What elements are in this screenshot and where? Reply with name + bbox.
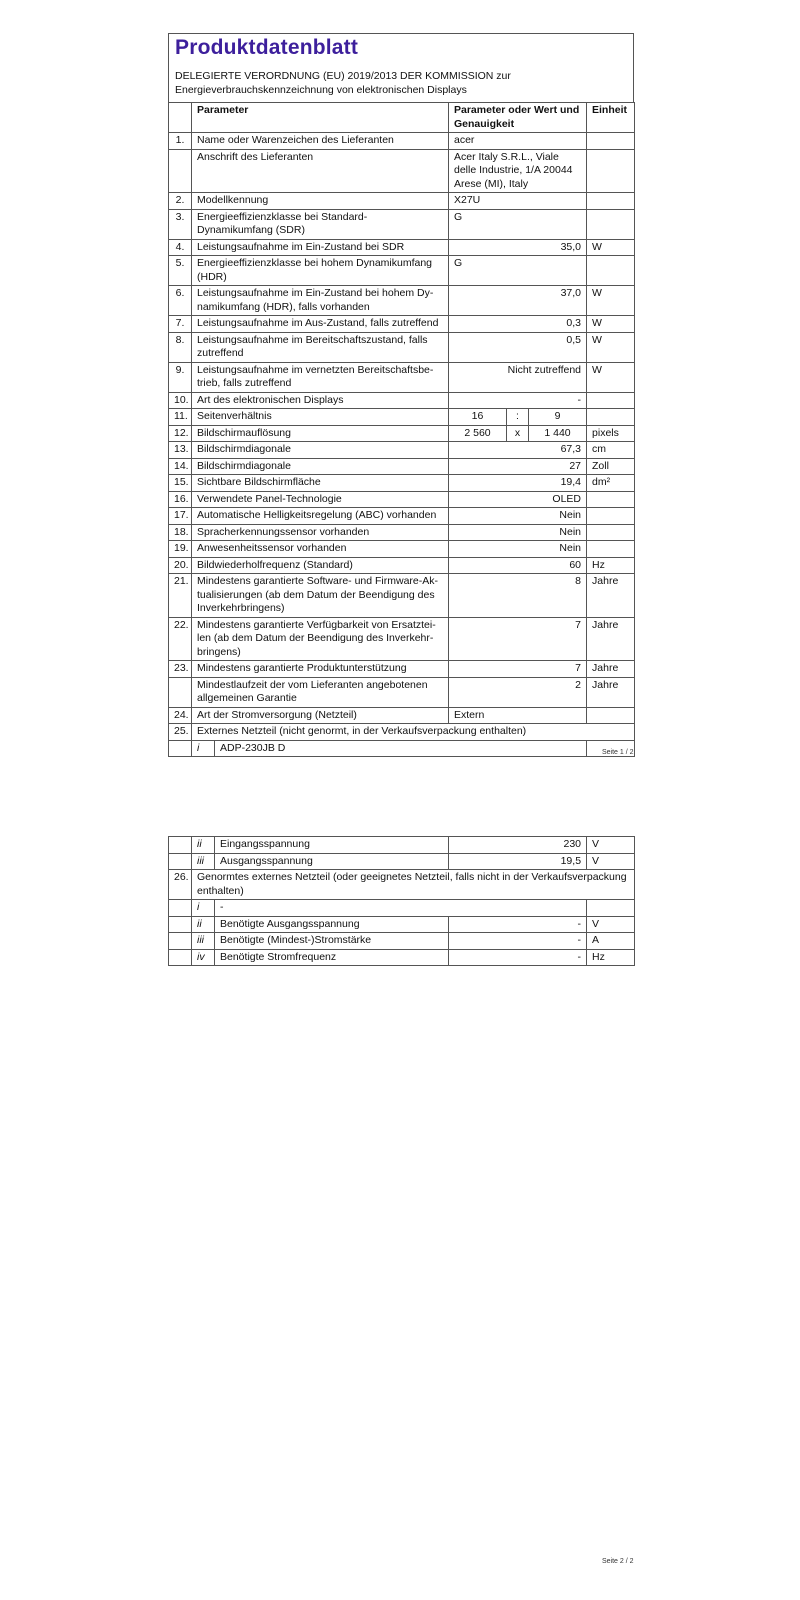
sub-item-label: ii bbox=[192, 837, 215, 854]
table-row bbox=[169, 332, 635, 362]
parameter-cell: Seitenverhältnis bbox=[192, 409, 449, 426]
parameter-cell: Benötigte (Mindest-)Stromstärke bbox=[215, 933, 449, 950]
unit-cell: pixels bbox=[587, 425, 635, 442]
parameter-cell: ADP-230JB D bbox=[215, 740, 587, 757]
column-header-value: Parameter oder Wert und Genauigkeit bbox=[449, 103, 587, 133]
parameter-cell: Bildschirmdiagonale bbox=[192, 458, 449, 475]
table-row bbox=[169, 392, 635, 409]
parameter-cell: Leistungsaufnahme im Bereitschaftszustand, falls zutreffend bbox=[192, 332, 449, 362]
row-number: 14. bbox=[169, 458, 192, 475]
table-row bbox=[169, 837, 635, 854]
row-number: 5. bbox=[169, 256, 192, 286]
row-number: 16. bbox=[169, 491, 192, 508]
unit-cell bbox=[587, 149, 635, 193]
value-cell: Nicht zutreffend bbox=[449, 362, 587, 392]
value-cell: Extern bbox=[449, 707, 587, 724]
page-1 bbox=[0, 0, 800, 790]
row-number: 11. bbox=[169, 409, 192, 426]
value-cell: 27 bbox=[449, 458, 587, 475]
parameter-cell: Automatische Helligkeitsregelung (ABC) vorhanden bbox=[192, 508, 449, 525]
page-number: Seite 2 / 2 bbox=[602, 1558, 634, 1565]
document-title: Produktdatenblatt bbox=[175, 36, 359, 59]
page-2 bbox=[0, 790, 800, 1600]
value-cell: 19,5 bbox=[449, 853, 587, 870]
value-cell: G bbox=[449, 209, 587, 239]
row-number: 25. bbox=[169, 724, 192, 741]
unit-cell: Zoll bbox=[587, 458, 635, 475]
parameter-cell: Mindestens garantierte Verfügbarkeit von Ersatztei-len (ab dem Datum der Beendigung des Inverkehr-bringens) bbox=[192, 617, 449, 661]
unit-cell: Jahre bbox=[587, 574, 635, 618]
table-row bbox=[169, 458, 635, 475]
parameter-cell: Externes Netzteil (nicht genormt, in der Verkaufsverpackung enthalten) bbox=[192, 724, 635, 741]
row-number: 15. bbox=[169, 475, 192, 492]
table-row bbox=[169, 442, 635, 459]
table-row bbox=[169, 933, 635, 950]
title-box bbox=[168, 33, 634, 102]
table-row bbox=[169, 617, 635, 661]
parameter-cell: Modellkennung bbox=[192, 193, 449, 210]
parameter-cell: Verwendete Panel-Technologie bbox=[192, 491, 449, 508]
value-cell: - bbox=[449, 392, 587, 409]
table-row bbox=[169, 256, 635, 286]
header-number-cell bbox=[169, 103, 192, 133]
row-number: 12. bbox=[169, 425, 192, 442]
value-cell-a: 16 bbox=[449, 409, 507, 426]
unit-cell bbox=[587, 707, 635, 724]
row-number: 4. bbox=[169, 239, 192, 256]
value-cell: X27U bbox=[449, 193, 587, 210]
unit-cell bbox=[587, 524, 635, 541]
row-number: 17. bbox=[169, 508, 192, 525]
parameter-cell: Anschrift des Lieferanten bbox=[192, 149, 449, 193]
table-row bbox=[169, 209, 635, 239]
table-row bbox=[169, 491, 635, 508]
value-cell: acer bbox=[449, 133, 587, 150]
value-cell: 0,5 bbox=[449, 332, 587, 362]
unit-cell bbox=[587, 900, 635, 917]
parameter-cell: - bbox=[215, 900, 587, 917]
page-number: Seite 1 / 2 bbox=[602, 749, 634, 756]
parameter-cell: Anwesenheitssensor vorhanden bbox=[192, 541, 449, 558]
value-cell: 19,4 bbox=[449, 475, 587, 492]
value-cell: 37,0 bbox=[449, 286, 587, 316]
product-data-table-continued bbox=[168, 836, 635, 966]
unit-cell bbox=[587, 133, 635, 150]
sub-item-label: iii bbox=[192, 853, 215, 870]
parameter-cell: Bildschirmauflösung bbox=[192, 425, 449, 442]
table-row bbox=[169, 524, 635, 541]
row-number bbox=[169, 740, 192, 757]
row-number bbox=[169, 149, 192, 193]
table-row bbox=[169, 707, 635, 724]
table-row bbox=[169, 661, 635, 678]
unit-cell: W bbox=[587, 332, 635, 362]
table-row bbox=[169, 425, 635, 442]
value-cell-a: 2 560 bbox=[449, 425, 507, 442]
table-row bbox=[169, 916, 635, 933]
row-number: 7. bbox=[169, 316, 192, 333]
row-number: 13. bbox=[169, 442, 192, 459]
row-number: 6. bbox=[169, 286, 192, 316]
table-row bbox=[169, 541, 635, 558]
column-header-parameter: Parameter bbox=[192, 103, 449, 133]
value-cell: 7 bbox=[449, 617, 587, 661]
value-cell-b: 9 bbox=[529, 409, 587, 426]
parameter-cell: Energieeffizienzklasse bei Standard-Dynamikumfang (SDR) bbox=[192, 209, 449, 239]
parameter-cell: Leistungsaufnahme im Ein-Zustand bei hohem Dy-namikumfang (HDR), falls vorhanden bbox=[192, 286, 449, 316]
unit-cell bbox=[587, 508, 635, 525]
row-number: 2. bbox=[169, 193, 192, 210]
value-separator: x bbox=[507, 425, 529, 442]
table-row bbox=[169, 870, 635, 900]
parameter-cell: Eingangsspannung bbox=[215, 837, 449, 854]
row-number bbox=[169, 677, 192, 707]
row-number: 20. bbox=[169, 557, 192, 574]
parameter-cell: Mindestens garantierte Produktunterstützung bbox=[192, 661, 449, 678]
unit-cell: V bbox=[587, 916, 635, 933]
sub-item-label: i bbox=[192, 740, 215, 757]
parameter-cell: Leistungsaufnahme im Ein-Zustand bei SDR bbox=[192, 239, 449, 256]
table-row bbox=[169, 362, 635, 392]
table-row bbox=[169, 900, 635, 917]
value-cell: 7 bbox=[449, 661, 587, 678]
table-row bbox=[169, 677, 635, 707]
row-number: 21. bbox=[169, 574, 192, 618]
table-row bbox=[169, 133, 635, 150]
table-row bbox=[169, 286, 635, 316]
parameter-cell: Leistungsaufnahme im vernetzten Bereitschaftsbe-trieb, falls zutreffend bbox=[192, 362, 449, 392]
value-cell: 67,3 bbox=[449, 442, 587, 459]
unit-cell: Hz bbox=[587, 557, 635, 574]
row-number: 26. bbox=[169, 870, 192, 900]
row-number: 1. bbox=[169, 133, 192, 150]
value-cell: 2 bbox=[449, 677, 587, 707]
value-cell: - bbox=[449, 933, 587, 950]
unit-cell: W bbox=[587, 239, 635, 256]
table-row bbox=[169, 508, 635, 525]
unit-cell: Jahre bbox=[587, 661, 635, 678]
table-row bbox=[169, 557, 635, 574]
value-cell: OLED bbox=[449, 491, 587, 508]
table-row bbox=[169, 740, 635, 757]
value-cell: - bbox=[449, 916, 587, 933]
value-cell: 8 bbox=[449, 574, 587, 618]
value-cell: Nein bbox=[449, 541, 587, 558]
unit-cell bbox=[587, 193, 635, 210]
parameter-cell: Mindestlaufzeit der vom Lieferanten angebotenen allgemeinen Garantie bbox=[192, 677, 449, 707]
table-row bbox=[169, 949, 635, 966]
value-cell: 60 bbox=[449, 557, 587, 574]
sub-item-label: ii bbox=[192, 916, 215, 933]
table-row bbox=[169, 475, 635, 492]
parameter-cell: Leistungsaufnahme im Aus-Zustand, falls zutreffend bbox=[192, 316, 449, 333]
value-cell: Acer Italy S.R.L., Viale delle Industrie, 1/A 20044 Arese (MI), Italy bbox=[449, 149, 587, 193]
unit-cell: dm² bbox=[587, 475, 635, 492]
parameter-cell: Art der Stromversorgung (Netzteil) bbox=[192, 707, 449, 724]
parameter-cell: Benötigte Stromfrequenz bbox=[215, 949, 449, 966]
unit-cell bbox=[587, 409, 635, 426]
row-number: 10. bbox=[169, 392, 192, 409]
unit-cell bbox=[587, 491, 635, 508]
sub-item-label: i bbox=[192, 900, 215, 917]
row-number: 23. bbox=[169, 661, 192, 678]
row-number bbox=[169, 837, 192, 854]
unit-cell: Jahre bbox=[587, 617, 635, 661]
value-cell: 35,0 bbox=[449, 239, 587, 256]
table-row bbox=[169, 853, 635, 870]
unit-cell: W bbox=[587, 362, 635, 392]
parameter-cell: Bildschirmdiagonale bbox=[192, 442, 449, 459]
row-number: 19. bbox=[169, 541, 192, 558]
table-row bbox=[169, 409, 635, 426]
table-row bbox=[169, 193, 635, 210]
row-number: 24. bbox=[169, 707, 192, 724]
row-number: 8. bbox=[169, 332, 192, 362]
value-cell: Nein bbox=[449, 508, 587, 525]
value-cell-b: 1 440 bbox=[529, 425, 587, 442]
unit-cell: A bbox=[587, 933, 635, 950]
row-number: 22. bbox=[169, 617, 192, 661]
row-number bbox=[169, 916, 192, 933]
value-separator: : bbox=[507, 409, 529, 426]
row-number: 9. bbox=[169, 362, 192, 392]
table-row bbox=[169, 239, 635, 256]
value-cell: Nein bbox=[449, 524, 587, 541]
column-header-unit: Einheit bbox=[587, 103, 635, 133]
row-number bbox=[169, 933, 192, 950]
table-row bbox=[169, 724, 635, 741]
parameter-cell: Sichtbare Bildschirmfläche bbox=[192, 475, 449, 492]
unit-cell bbox=[587, 392, 635, 409]
row-number: 18. bbox=[169, 524, 192, 541]
unit-cell: V bbox=[587, 837, 635, 854]
row-number bbox=[169, 900, 192, 917]
value-cell: G bbox=[449, 256, 587, 286]
unit-cell: W bbox=[587, 286, 635, 316]
unit-cell: V bbox=[587, 853, 635, 870]
table-row bbox=[169, 316, 635, 333]
parameter-cell: Bildwiederholfrequenz (Standard) bbox=[192, 557, 449, 574]
table-row bbox=[169, 574, 635, 618]
unit-cell: W bbox=[587, 316, 635, 333]
row-number bbox=[169, 853, 192, 870]
unit-cell: Hz bbox=[587, 949, 635, 966]
document-subtitle: DELEGIERTE VERORDNUNG (EU) 2019/2013 DER KOMMISSION zur Energieverbrauchskennzeichnung von elektronischen Displays bbox=[175, 70, 511, 96]
product-data-table bbox=[168, 102, 635, 757]
unit-cell bbox=[587, 256, 635, 286]
parameter-cell: Energieeffizienzklasse bei hohem Dynamikumfang (HDR) bbox=[192, 256, 449, 286]
unit-cell: cm bbox=[587, 442, 635, 459]
sub-item-label: iii bbox=[192, 933, 215, 950]
unit-cell bbox=[587, 209, 635, 239]
parameter-cell: Mindestens garantierte Software- und Firmware-Ak-tualisierungen (ab dem Datum der Beendigung des Inverkehrbringens) bbox=[192, 574, 449, 618]
row-number: 3. bbox=[169, 209, 192, 239]
value-cell: - bbox=[449, 949, 587, 966]
unit-cell: Jahre bbox=[587, 677, 635, 707]
unit-cell bbox=[587, 541, 635, 558]
table-row bbox=[169, 149, 635, 193]
parameter-cell: Ausgangsspannung bbox=[215, 853, 449, 870]
parameter-cell: Genormtes externes Netzteil (oder geeignetes Netzteil, falls nicht in der Verkaufsverpackung enthalten) bbox=[192, 870, 635, 900]
parameter-cell: Spracherkennungssensor vorhanden bbox=[192, 524, 449, 541]
parameter-cell: Art des elektronischen Displays bbox=[192, 392, 449, 409]
parameter-cell: Benötigte Ausgangsspannung bbox=[215, 916, 449, 933]
table-header-row bbox=[169, 103, 635, 133]
value-cell: 230 bbox=[449, 837, 587, 854]
row-number bbox=[169, 949, 192, 966]
value-cell: 0,3 bbox=[449, 316, 587, 333]
parameter-cell: Name oder Warenzeichen des Lieferanten bbox=[192, 133, 449, 150]
sub-item-label: iv bbox=[192, 949, 215, 966]
